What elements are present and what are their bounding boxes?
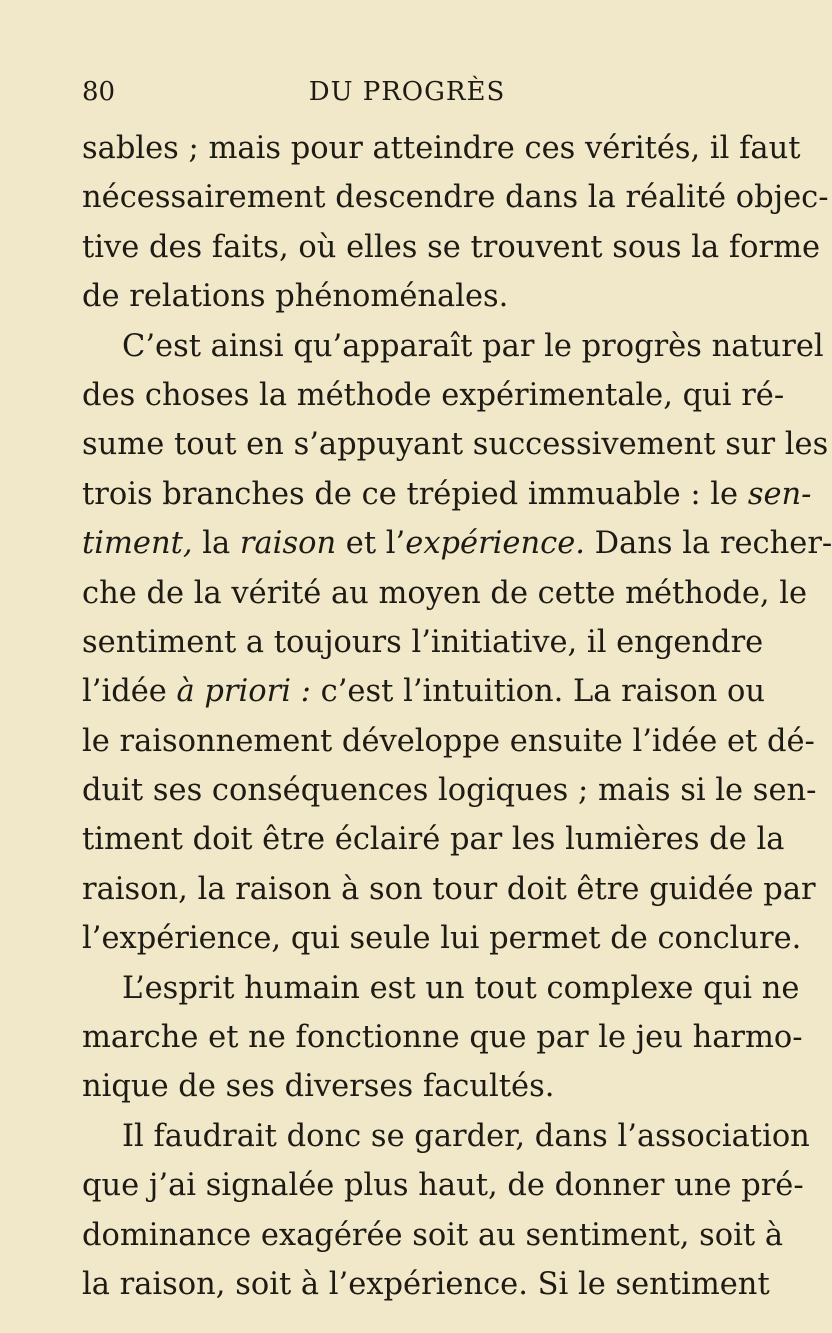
text-line: tive des faits, où elles se trouvent sous la forme: [82, 229, 821, 265]
text-line: le raisonnement développe ensuite l’idée et dé-: [82, 723, 815, 759]
text-line: sables ; mais pour atteindre ces vérités, il faut: [82, 131, 801, 166]
text-line: nécessairement descendre dans la réalité objec-: [82, 180, 829, 216]
running-title: DU PROGRÈS: [308, 77, 506, 107]
italic-term: expérience.: [405, 526, 585, 562]
text-line: timent doit être éclairé par les lumières de la: [82, 822, 785, 858]
text-line: raison, la raison à son tour doit être guidée par: [82, 871, 816, 907]
italic-term: sen-: [747, 476, 812, 512]
text-line: dominance exagérée soit au sentiment, soit à: [82, 1217, 784, 1253]
italic-term: raison: [239, 526, 337, 562]
paragraph-start-line: Il faudrait donc se garder, dans l’association: [122, 1118, 810, 1154]
text-line: de relations phénoménales.: [82, 279, 509, 315]
italic-term: à priori :: [176, 674, 311, 710]
text-line: sentiment a toujours l’initiative, il engendre: [82, 624, 764, 660]
italic-term: timent,: [82, 526, 193, 562]
text-line: che de la vérité au moyen de cette méthode, le: [82, 575, 808, 611]
body-text: [82, 124, 832, 1309]
text-line: sume tout en s’appuyant successivement sur les: [82, 427, 829, 463]
paragraph-start-line: C’est ainsi qu’apparaît par le progrès naturel: [122, 328, 824, 364]
text-line: la raison, soit à l’expérience. Si le sentiment: [82, 1266, 770, 1302]
paragraph-start-line: L’esprit humain est un tout complexe qui ne: [122, 970, 800, 1006]
text-line: nique de ses diverses facultés.: [82, 1069, 555, 1105]
text-line: marche et ne fonctionne que par le jeu harmo-: [82, 1020, 803, 1056]
text-line: l’expérience, qui seule lui permet de conclure.: [82, 921, 802, 957]
text-line: l’idée à priori : c’est l’intuition. La raison ou: [82, 674, 765, 710]
text-line: trois branches de ce trépied immuable : le sen-: [82, 476, 812, 512]
text-line: duit ses conséquences logiques ; mais si le sen-: [82, 773, 817, 809]
page-number: 80: [82, 77, 116, 107]
text-line: timent, la raison et l’expérience. Dans la recher-: [82, 526, 832, 562]
running-head: [82, 72, 732, 112]
text-line: que j’ai signalée plus haut, de donner une pré-: [82, 1168, 804, 1204]
text-line: des choses la méthode expérimentale, qui ré-: [82, 377, 785, 413]
